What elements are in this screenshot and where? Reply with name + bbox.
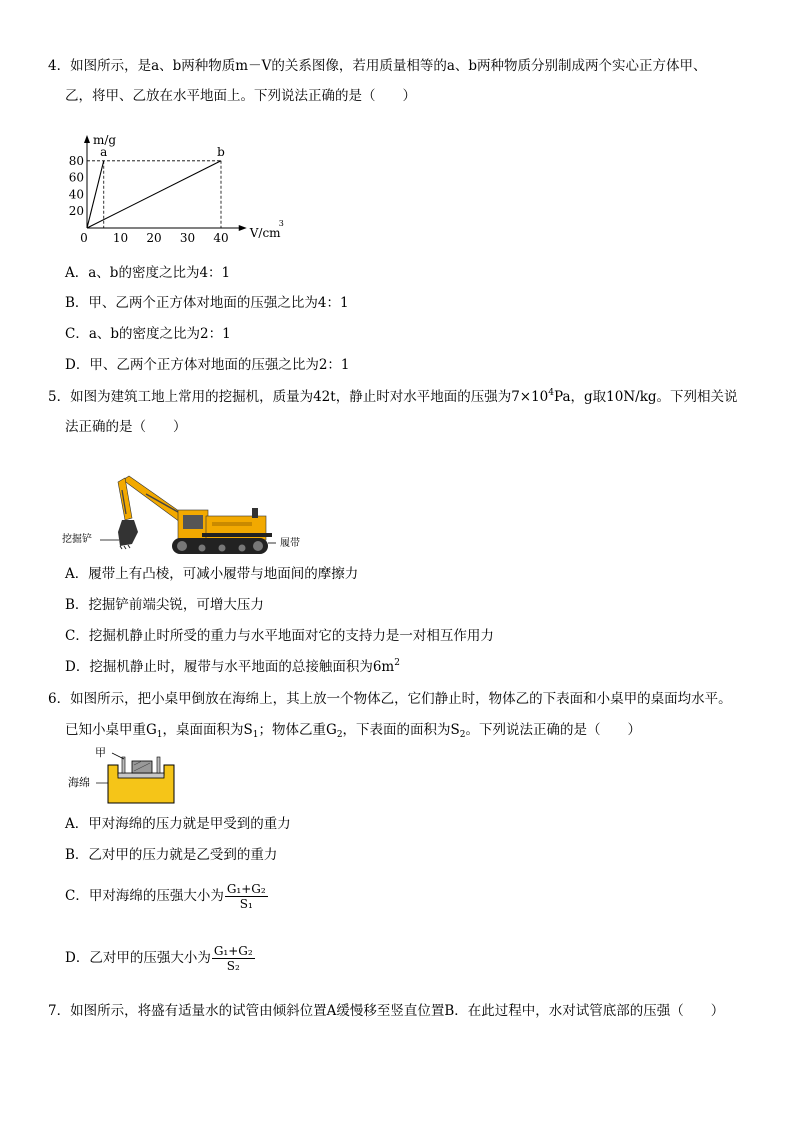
series-label-b: b <box>217 144 225 159</box>
y-tick-label: 40 <box>68 187 84 202</box>
x-tick-label: 0 <box>80 231 88 245</box>
excavator-track-label: 履带 <box>280 538 300 549</box>
series-line-b <box>87 161 221 228</box>
q4-stem-line2: 乙，将甲、乙放在水平地面上。下列说法正确的是（ ） <box>65 88 416 104</box>
q6-stem-line2: 已知小桌甲重$G_1$，桌面面积为$S_1$；物体乙重$G_2$，下表面的面积为$S_2$。下列说法正确的是（ ） <box>65 722 642 740</box>
q4-stem-line1: 4．如图所示，是a、b两种物质m－V的关系图像，若用质量相等的a、b两种物质分别制成两个实心正方体甲、 <box>48 58 707 74</box>
q4-option-c[interactable]: C．a、b的密度之比为2：1 <box>65 326 231 342</box>
q6-stem-line1: 6．如图所示，把小桌甲倒放在海绵上，其上放一个物体乙，它们静止时，物体乙的下表面和小桌甲的桌面均水平。 <box>48 691 732 707</box>
q6-option-c[interactable]: C．甲对海绵的压强大小为 $\frac{\text{G₁+G₂}}{\text{S₁}}$ <box>65 882 266 911</box>
x-tick-label: 30 <box>179 231 196 245</box>
y-tick-label: 60 <box>68 170 84 185</box>
q5-option-b[interactable]: B．挖掘铲前端尖锐，可增大压力 <box>65 597 264 613</box>
q6-option-d[interactable]: D．乙对甲的压强大小为 $\frac{\text{G₁+G₂}}{\text{S₂}}$ <box>65 944 253 973</box>
q4-option-d[interactable]: D．甲、乙两个正方体对地面的压强之比为2：1 <box>65 357 350 373</box>
q5-stem-line2: 法正确的是（ ） <box>65 419 187 435</box>
table-jia-label: 甲 <box>95 746 106 759</box>
q7-stem-line1: 7．如图所示，将盛有适量水的试管由倾斜位置A缓慢移至竖直位置B．在此过程中，水对试管底部的压强（ ） <box>48 1003 725 1019</box>
y-axis-arrow <box>84 135 90 143</box>
excavator-illustration <box>62 470 312 558</box>
q5-option-c[interactable]: C．挖掘机静止时所受的重力与水平地面对它的支持力是一对相互作用力 <box>65 628 494 644</box>
x-tick-label: 20 <box>146 231 162 245</box>
series-label-a: a <box>100 144 108 159</box>
q6-option-a[interactable]: A．甲对海绵的压力就是甲受到的重力 <box>65 816 291 832</box>
q5-option-a[interactable]: A．履带上有凸棱，可减小履带与地面间的摩擦力 <box>65 566 359 582</box>
x-tick-label: 10 <box>112 231 129 245</box>
sponge-label: 海绵 <box>68 776 90 789</box>
fraction: $\frac{\text{G₁+G₂}}{\text{S₂}}$ <box>213 944 253 973</box>
y-tick-label: 80 <box>68 153 84 168</box>
q4-option-b[interactable]: B．甲、乙两个正方体对地面的压强之比为4：1 <box>65 295 349 311</box>
q5-option-d[interactable]: D．挖掘机静止时，履带与水平地面的总接触面积为$6m^2$ <box>65 658 400 675</box>
x-axis-arrow <box>239 225 247 231</box>
fraction: $\frac{\text{G₁+G₂}}{\text{S₁}}$ <box>226 882 266 911</box>
x-tick-label: 40 <box>213 231 229 245</box>
q6-option-b[interactable]: B．乙对甲的压力就是乙受到的重力 <box>65 847 278 863</box>
excavator-shovel-label: 挖掘铲 <box>62 534 92 545</box>
y-tick-label: 20 <box>68 204 84 219</box>
x-axis-label-sup: 3 <box>278 219 284 228</box>
x-axis-label: V/cm <box>249 226 281 240</box>
mv-chart <box>62 116 302 250</box>
q4-option-a[interactable]: A．a、b的密度之比为4：1 <box>65 265 231 281</box>
y-axis-label: m/g <box>93 133 117 147</box>
q5-stem-line1: 5．如图为建筑工地上常用的挖掘机，质量为42t，静止时对水平地面的压强为$7\times 10^4Pa$，g取10N/kg。下列相关说 <box>48 388 738 405</box>
series-line-a <box>87 161 104 228</box>
